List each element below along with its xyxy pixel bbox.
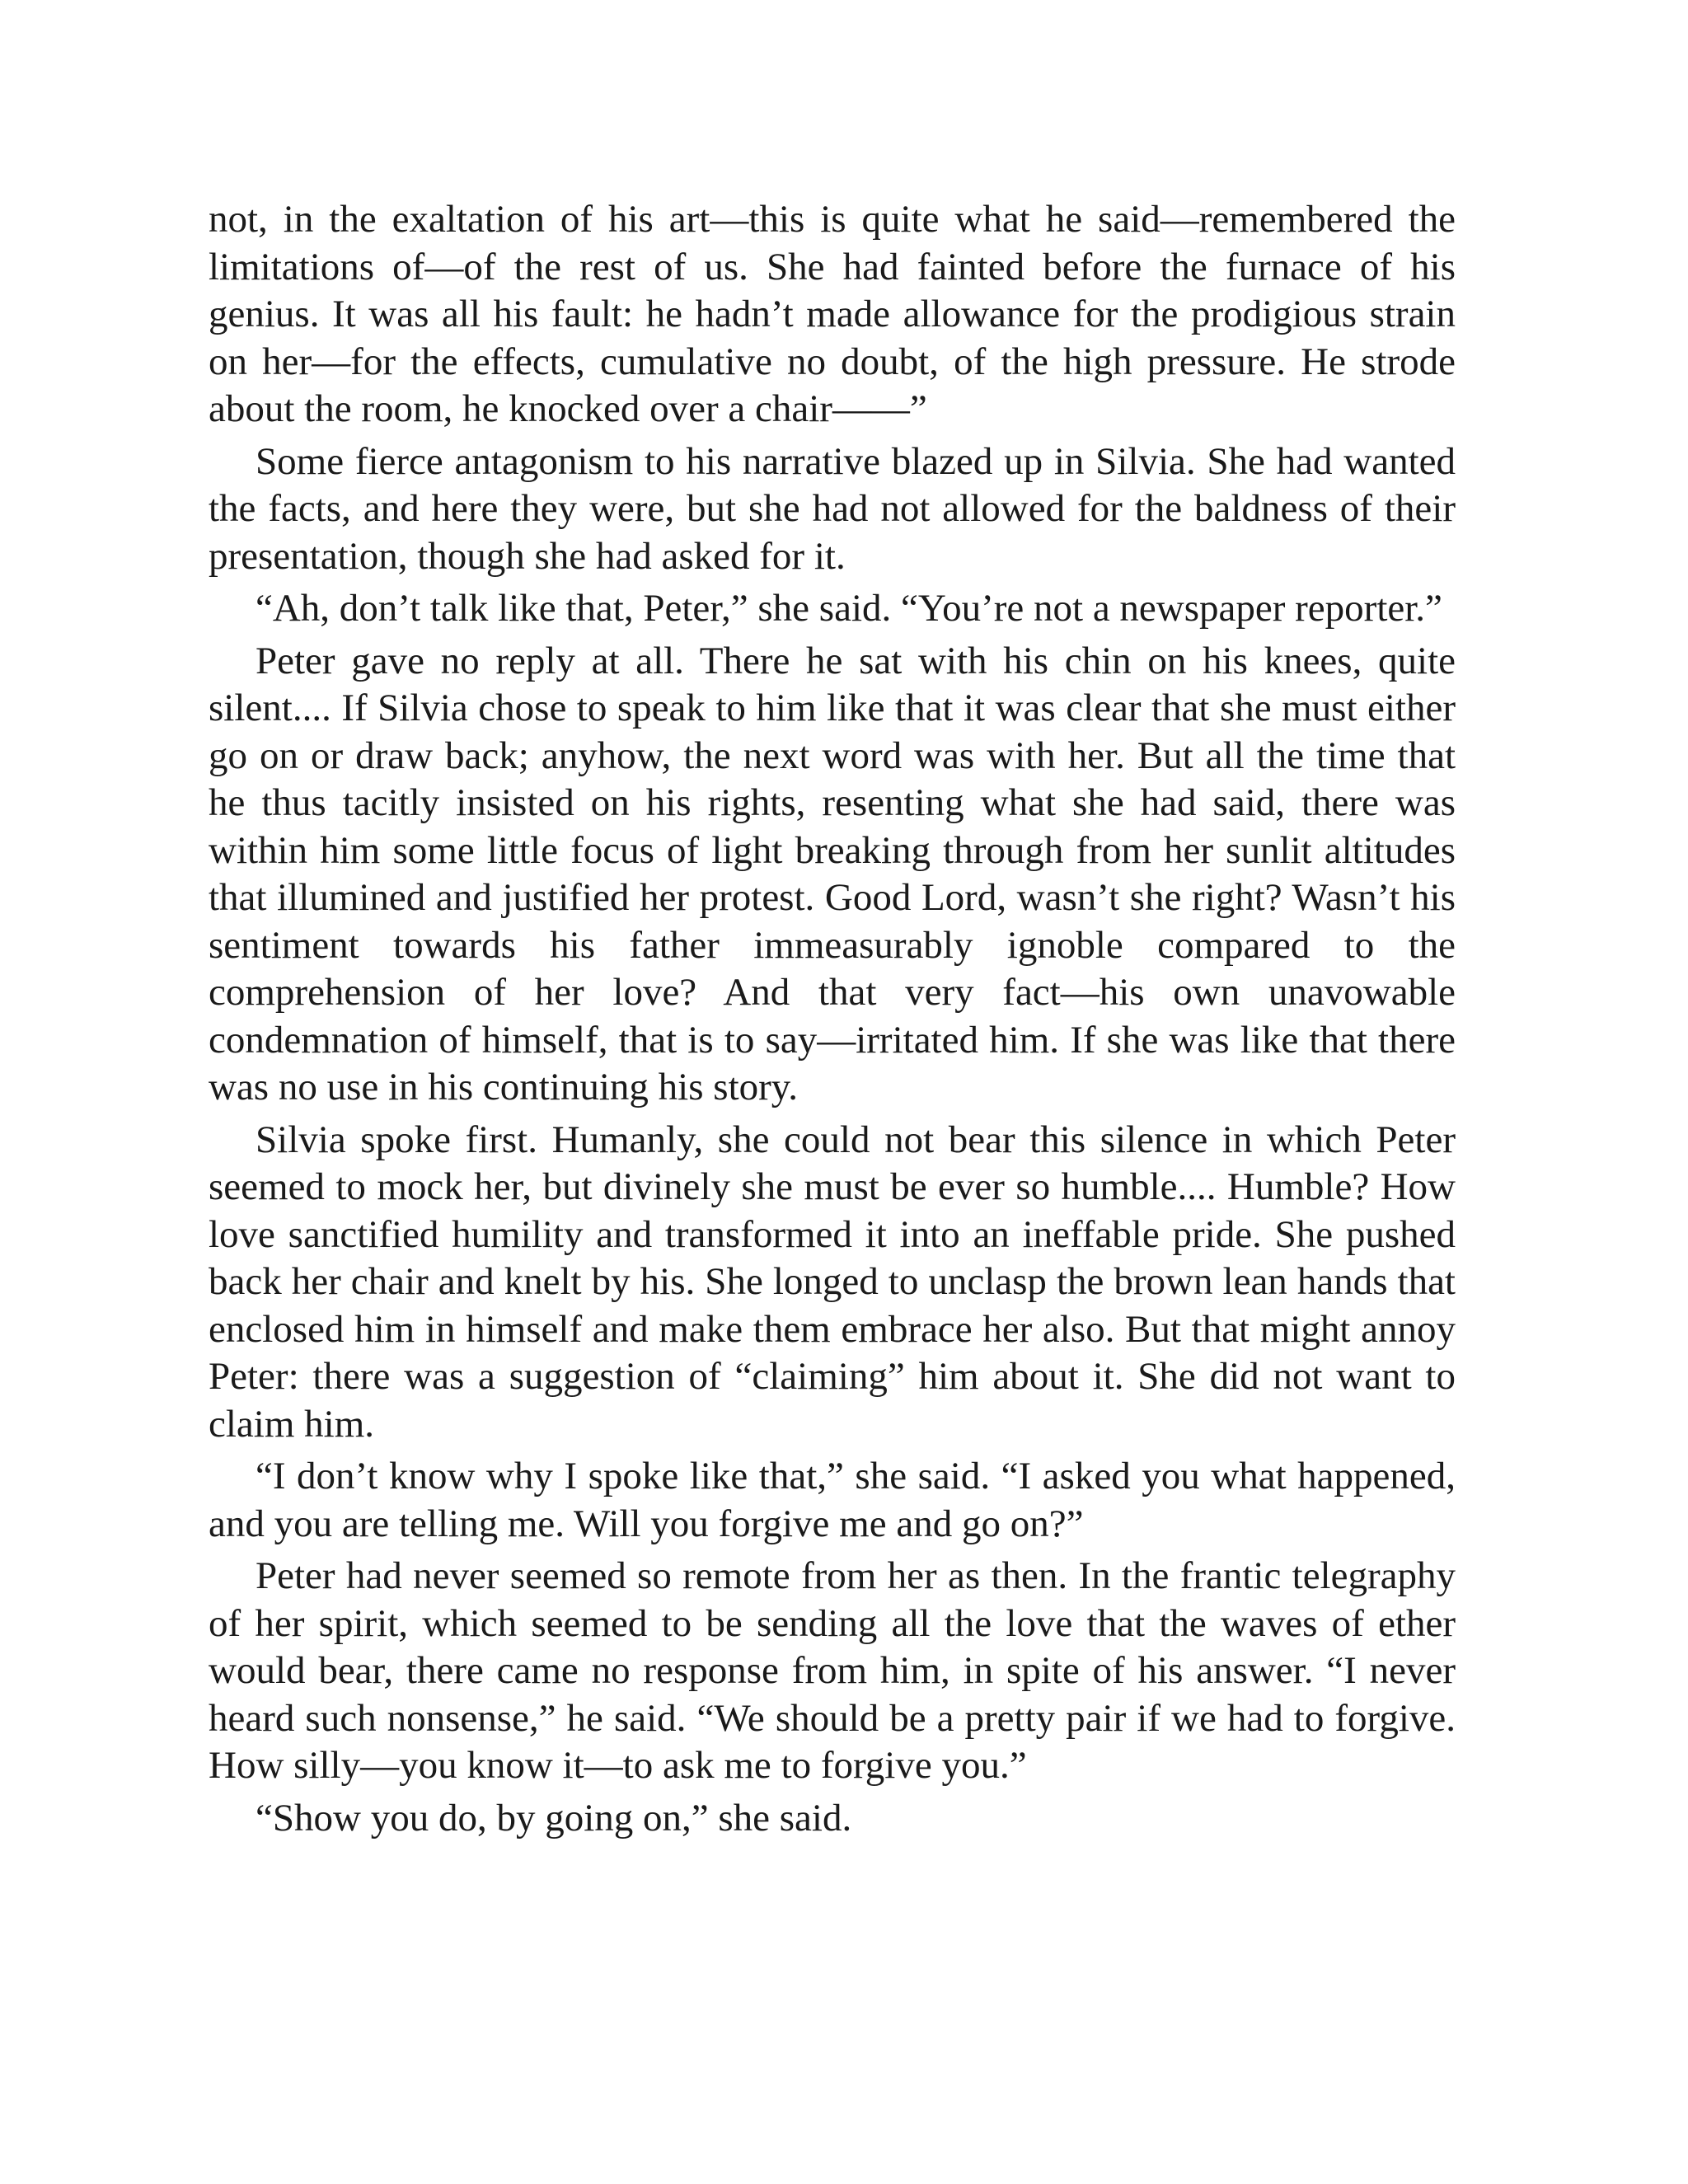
paragraph-1: not, in the exaltation of his art—this is quite what he said—remembered the limitations of—of the rest of us. She had fainted before the furnace of his genius. It was all his fault: he hadn’t made allowance for the prodigious strain on her—for the effects, cumulative no doubt, of the high pressure. He strode about the room, he knocked over a chair——” [209,198,1456,430]
paragraph-2: Some fierce antagonism to his narrative blazed up in Silvia. She had wanted the facts, and here they were, but she had not allowed for the baldness of their presentation, though she had asked for it. [209,439,1456,578]
book-page [209,196,1456,1847]
paragraph-7: Peter had never seemed so remote from her as then. In the frantic telegraphy of her spirit, which seemed to be sending all the love that the waves of ether would bear, there came no response from him, in spite of his answer. “I never heard such nonsense,” he said. “We should be a pretty pair if we had to forgive. How silly—you know it—to ask me to forgive you.” [209,1554,1456,1787]
paragraph-4: Peter gave no reply at all. There he sat with his chin on his knees, quite silent.... If Silvia chose to speak to him like that it was clear that she must either go on or draw back; anyhow, the next word was with her. But all the time that he thus tacitly insisted on his rights, resenting what she had said, there was within him some little focus of light breaking through from her sunlit altitudes that illumined and justified her protest. Good Lord, wasn’t she right? Wasn’t his sentiment towards his father immeasurably ignoble compared to the comprehension of her love? And that very fact—his own unavowable condemnation of himself, that is to say—irritated him. If she was like that there was no use in his continuing his story. [209,639,1456,1108]
paragraph-5: Silvia spoke first. Humanly, she could not bear this silence in which Peter seemed to mock her, but divinely she must be ever so humble.... Humble? How love sanctified humility and transformed it into an ineffable pride. She pushed back her chair and knelt by his. She longed to unclasp the brown lean hands that enclosed him in himself and make them embrace her also. But that might annoy Peter: there was a suggestion of “claiming” him about it. She did not want to claim him. [209,1118,1456,1446]
paragraph-3: “Ah, don’t talk like that, Peter,” she said. “You’re not a newspaper reporter.” [256,587,1442,630]
paragraph-8: “Show you do, by going on,” she said. [256,1796,852,1840]
paragraph-6: “I don’t know why I spoke like that,” she said. “I asked you what happened, and you are telling me. Will you forgive me and go on?” [209,1455,1456,1545]
